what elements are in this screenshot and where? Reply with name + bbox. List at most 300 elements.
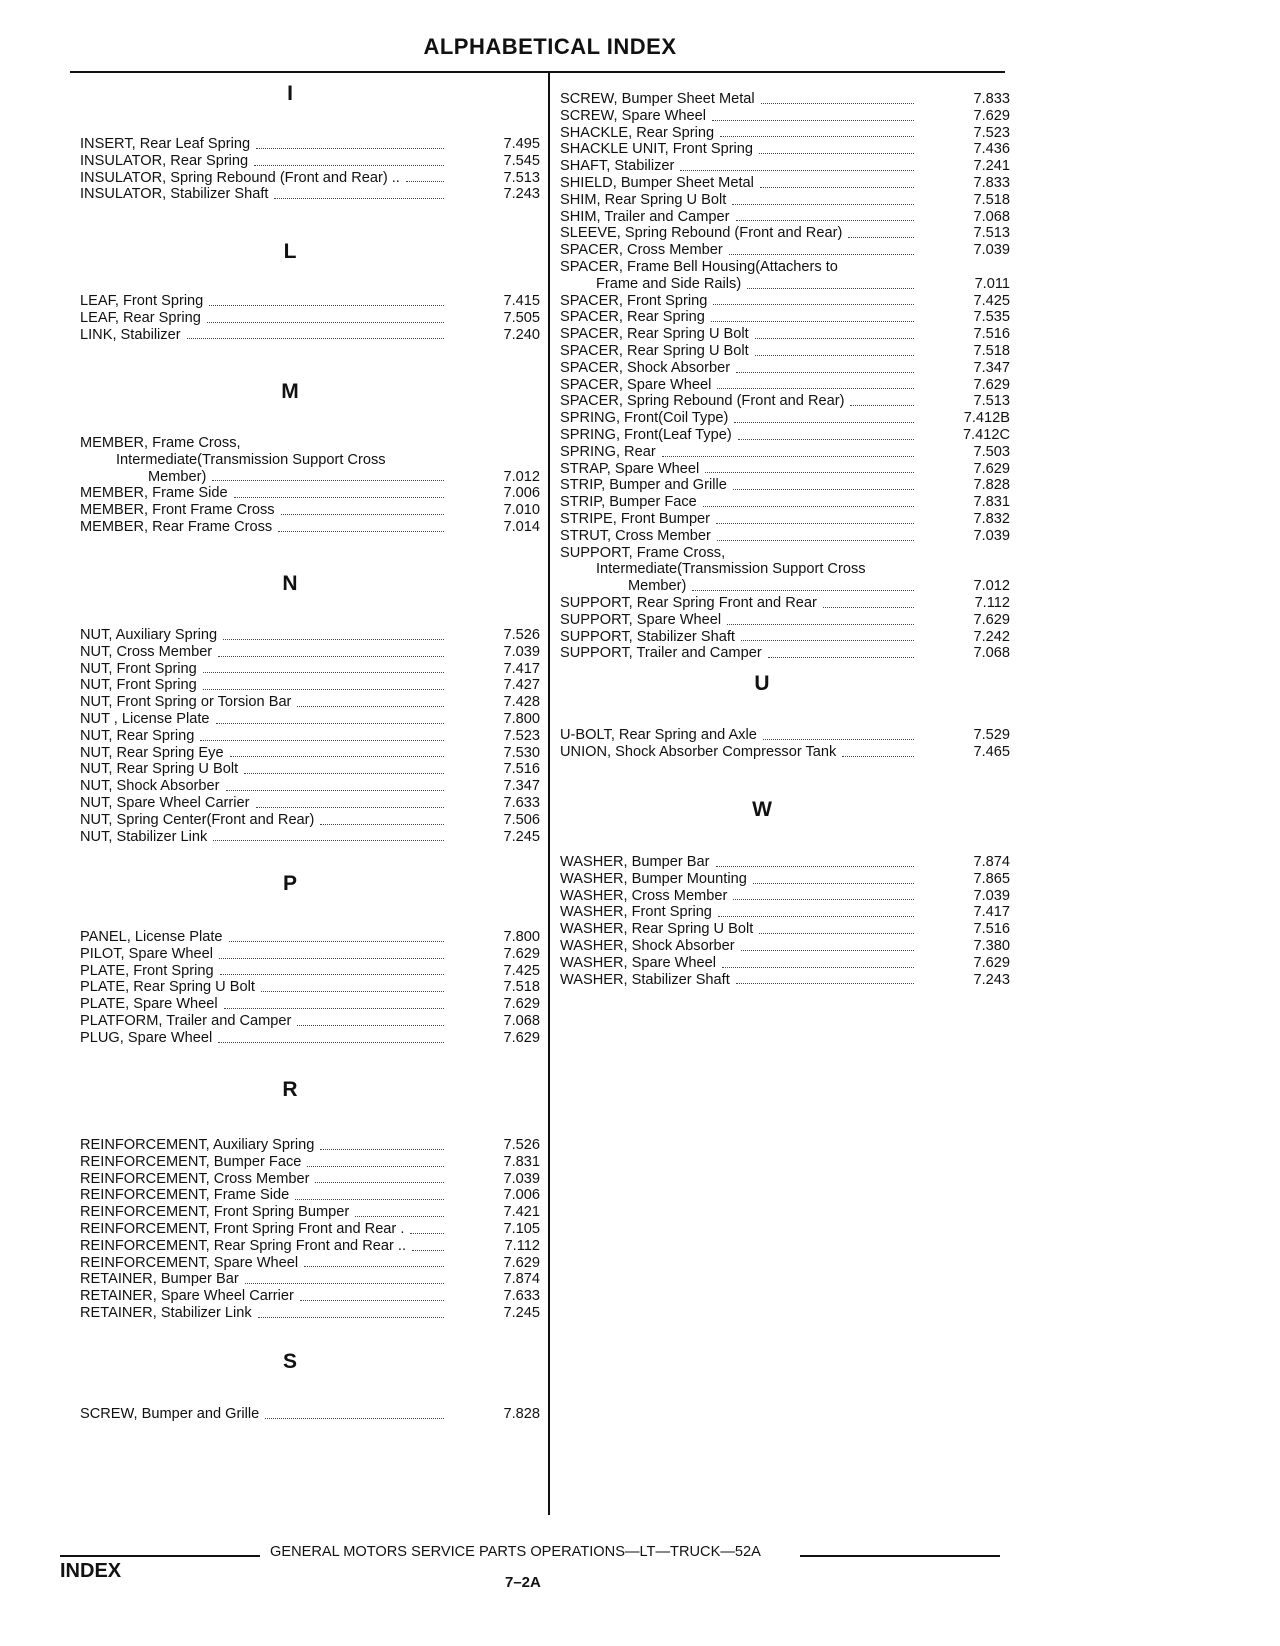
index-entry <box>560 511 1010 528</box>
entry-name: SPRING, Front(Leaf Type) <box>560 426 732 443</box>
entry-name: MEMBER, Frame Side <box>80 485 228 502</box>
entry-name: SLEEVE, Spring Rebound (Front and Rear) <box>560 225 843 242</box>
section-letter: P <box>282 872 297 895</box>
dot-leader <box>842 755 914 757</box>
dot-leader <box>258 1316 444 1318</box>
index-entry <box>80 153 540 170</box>
entry-name: REINFORCEMENT, Frame Side <box>80 1187 290 1204</box>
dot-leader <box>207 321 444 323</box>
entry-name: SPRING, Rear <box>560 443 656 460</box>
dot-leader <box>320 1148 444 1150</box>
entry-name: SPRING, Front(Coil Type) <box>560 410 729 427</box>
entry-page-number: 7.629 <box>973 460 1010 477</box>
dot-leader <box>261 990 444 992</box>
index-entry <box>560 410 1010 427</box>
entry-page-number: 7.526 <box>503 1137 540 1153</box>
entry-name: LINK, Stabilizer <box>80 326 181 343</box>
entry-name: NUT, Spring Center(Front and Rear) <box>80 811 315 828</box>
entry-page-number: 7.831 <box>503 1153 540 1170</box>
index-entry <box>80 1305 540 1322</box>
dot-leader <box>278 530 444 532</box>
entry-name: RETAINER, Bumper Bar <box>80 1271 239 1288</box>
dot-leader <box>850 404 914 406</box>
dot-leader <box>244 772 444 774</box>
entry-page-number: 7.800 <box>503 710 540 727</box>
dot-leader <box>256 806 445 808</box>
index-entry <box>560 343 1010 360</box>
dot-leader <box>187 337 444 339</box>
index-entry <box>560 360 1010 377</box>
entry-name: PLATE, Rear Spring U Bolt <box>80 979 255 996</box>
index-entry <box>80 136 540 153</box>
entry-page-number: 7.010 <box>503 502 540 519</box>
dot-leader <box>761 102 914 104</box>
entry-page-number: 7.800 <box>503 929 540 945</box>
entry-name: SUPPORT, Trailer and Camper <box>560 645 762 662</box>
index-entry <box>560 595 1010 612</box>
dot-leader <box>823 606 914 608</box>
dot-leader <box>727 623 914 625</box>
entry-page-number: 7.039 <box>973 242 1010 259</box>
entry-name: Intermediate(Transmission Support Cross <box>596 561 866 578</box>
entry-page-number: 7.518 <box>503 979 540 996</box>
entry-name: SPACER, Spring Rebound (Front and Rear) <box>560 393 845 410</box>
entry-name: SUPPORT, Rear Spring Front and Rear <box>560 594 817 611</box>
entry-name: SUPPORT, Stabilizer Shaft <box>560 628 735 645</box>
entry-name: REINFORCEMENT, Bumper Face <box>80 1153 302 1170</box>
entry-name: SCREW, Bumper Sheet Metal <box>560 91 755 107</box>
entry-page-number: 7.495 <box>503 136 540 152</box>
entry-page-number: 7.011 <box>974 275 1010 292</box>
entry-page-number: 7.629 <box>973 954 1010 971</box>
dot-leader <box>256 147 444 149</box>
entry-page-number: 7.629 <box>503 1029 540 1046</box>
entry-page-number: 7.833 <box>973 174 1010 191</box>
entry-page-number: 7.633 <box>503 1288 540 1305</box>
index-entry-list <box>560 91 1010 662</box>
entry-name: MEMBER, Rear Frame Cross <box>80 518 273 535</box>
entry-page-number: 7.243 <box>503 186 540 203</box>
index-entry-list <box>80 435 540 536</box>
entry-name: NUT , License Plate <box>80 710 210 727</box>
index-entry <box>560 972 1010 989</box>
entry-page-number: 7.529 <box>973 727 1010 743</box>
entry-name: WASHER, Shock Absorber <box>560 937 735 954</box>
index-entry <box>80 1221 540 1238</box>
footer-rule-right <box>800 1555 1000 1557</box>
entry-name: RETAINER, Stabilizer Link <box>80 1304 252 1321</box>
entry-name: PLUG, Spare Wheel <box>80 1029 213 1046</box>
entry-name: SHACKLE, Rear Spring <box>560 124 715 141</box>
entry-page-number: 7.832 <box>973 510 1010 527</box>
entry-page-number: 7.465 <box>973 743 1010 760</box>
index-entry <box>80 485 540 502</box>
entry-page-number: 7.105 <box>503 1220 540 1237</box>
dot-leader <box>692 589 914 591</box>
entry-page-number: 7.427 <box>503 677 540 694</box>
entry-page-number: 7.241 <box>973 158 1010 175</box>
entry-name: Member) <box>628 578 687 595</box>
entry-name: REINFORCEMENT, Rear Spring Front and Rear .. <box>80 1237 407 1254</box>
section-letter: S <box>282 1350 297 1373</box>
entry-name: SHIM, Rear Spring U Bolt <box>560 191 727 208</box>
dot-leader <box>753 882 914 884</box>
index-entry <box>560 545 1010 562</box>
entry-name: NUT, Front Spring <box>80 660 197 677</box>
dot-leader <box>768 656 914 658</box>
index-entry <box>560 955 1010 972</box>
index-entry <box>560 326 1010 343</box>
entry-name: REINFORCEMENT, Front Spring Front and Rear . <box>80 1220 405 1237</box>
dot-leader <box>245 1282 444 1284</box>
entry-page-number: 7.006 <box>503 485 540 502</box>
entry-name: STRIP, Bumper and Grille <box>560 477 727 494</box>
entry-page-number: 7.428 <box>503 694 540 711</box>
entry-page-number: 7.828 <box>973 477 1010 494</box>
entry-page-number: 7.518 <box>973 191 1010 208</box>
index-entry <box>80 310 540 327</box>
index-entry <box>80 1171 540 1188</box>
index-entry <box>80 711 540 728</box>
entry-name: WASHER, Spare Wheel <box>560 954 716 971</box>
dot-leader <box>755 354 914 356</box>
index-entry <box>560 461 1010 478</box>
entry-name: NUT, Front Spring or Torsion Bar <box>80 694 292 711</box>
dot-leader <box>662 455 914 457</box>
index-entry <box>80 795 540 812</box>
entry-page-number: 7.516 <box>973 326 1010 343</box>
dot-leader <box>355 1215 444 1217</box>
dot-leader <box>254 164 444 166</box>
index-entry <box>560 854 1010 871</box>
section-letter: L <box>283 240 297 263</box>
section-letter: U <box>754 672 770 695</box>
index-entry <box>80 728 540 745</box>
entry-page-number: 7.421 <box>503 1204 540 1221</box>
entry-page-number: 7.518 <box>973 342 1010 359</box>
entry-page-number: 7.039 <box>503 643 540 660</box>
index-entry <box>80 1255 540 1272</box>
section-letter: N <box>282 572 298 595</box>
entry-name: Member) <box>148 468 207 485</box>
entry-name: SPACER, Rear Spring U Bolt <box>560 326 749 343</box>
index-entry <box>560 629 1010 646</box>
dot-leader <box>224 1007 444 1009</box>
entry-page-number: 7.526 <box>503 627 540 643</box>
entry-name: LEAF, Rear Spring <box>80 309 201 326</box>
dot-leader <box>212 479 444 481</box>
index-entry <box>80 661 540 678</box>
dot-leader <box>307 1165 444 1167</box>
index-entry <box>560 293 1010 310</box>
index-entry <box>80 929 540 946</box>
index-entry <box>560 871 1010 888</box>
dot-leader <box>732 203 914 205</box>
dot-leader <box>412 1249 444 1251</box>
dot-leader <box>216 722 444 724</box>
entry-page-number: 7.505 <box>503 309 540 326</box>
index-entry <box>560 477 1010 494</box>
index-entry <box>560 242 1010 259</box>
entry-name: REINFORCEMENT, Front Spring Bumper <box>80 1204 350 1221</box>
entry-name: NUT, Front Spring <box>80 677 197 694</box>
entry-name: WASHER, Cross Member <box>560 887 728 904</box>
entry-name: SPACER, Frame Bell Housing(Attachers to <box>560 258 838 275</box>
index-entry <box>80 745 540 762</box>
entry-name: PILOT, Spare Wheel <box>80 945 214 962</box>
index-entry-list <box>80 929 540 1047</box>
entry-page-number: 7.014 <box>503 518 540 535</box>
entry-page-number: 7.833 <box>973 91 1010 107</box>
index-entry <box>80 1013 540 1030</box>
entry-name: NUT, Auxiliary Spring <box>80 627 218 643</box>
index-entry <box>560 175 1010 192</box>
entry-page-number: 7.629 <box>973 611 1010 628</box>
entry-name: INSERT, Rear Leaf Spring <box>80 136 251 152</box>
dot-leader <box>297 705 444 707</box>
index-entry <box>560 158 1010 175</box>
entry-name: SPACER, Front Spring <box>560 292 708 309</box>
entry-page-number: 7.629 <box>973 376 1010 393</box>
index-entry <box>80 327 540 344</box>
index-entry-list <box>80 293 540 343</box>
entry-page-number: 7.874 <box>973 854 1010 870</box>
section-letter: R <box>282 1078 298 1101</box>
index-entry <box>80 293 540 310</box>
dot-leader <box>711 320 914 322</box>
dot-leader <box>219 957 444 959</box>
dot-leader <box>755 337 914 339</box>
dot-leader <box>203 688 444 690</box>
dot-leader <box>713 303 914 305</box>
footer-publisher: GENERAL MOTORS SERVICE PARTS OPERATIONS—LT—TRUCK—52A <box>270 1544 761 1560</box>
dot-leader <box>680 169 914 171</box>
dot-leader <box>703 505 914 507</box>
dot-leader <box>733 488 914 490</box>
entry-name: Frame and Side Rails) <box>596 275 742 292</box>
entry-page-number: 7.240 <box>503 326 540 343</box>
entry-page-number: 7.412C <box>962 426 1010 443</box>
dot-leader <box>274 197 444 199</box>
footer-page-number: 7–2A <box>505 1574 541 1591</box>
dot-leader <box>716 522 914 524</box>
dot-leader <box>410 1232 444 1234</box>
entry-page-number: 7.347 <box>973 359 1010 376</box>
dot-leader <box>759 152 914 154</box>
entry-page-number: 7.039 <box>973 887 1010 904</box>
entry-name: NUT, Rear Spring <box>80 727 195 744</box>
entry-page-number: 7.516 <box>503 761 540 778</box>
entry-name: INSULATOR, Rear Spring <box>80 152 249 169</box>
entry-page-number: 7.629 <box>503 1254 540 1271</box>
dot-leader <box>297 1024 444 1026</box>
dot-leader <box>718 915 914 917</box>
entry-name: STRIP, Bumper Face <box>560 494 697 511</box>
index-entry <box>560 561 1010 578</box>
dot-leader <box>229 940 444 942</box>
dot-leader <box>234 496 444 498</box>
dot-leader <box>763 738 914 740</box>
index-entry <box>80 1288 540 1305</box>
entry-name: SUPPORT, Frame Cross, <box>560 544 726 561</box>
index-entry <box>560 612 1010 629</box>
index-entry <box>80 1030 540 1047</box>
index-entry <box>560 259 1010 276</box>
entry-name: PLATE, Spare Wheel <box>80 996 218 1013</box>
index-entry <box>560 744 1010 761</box>
entry-page-number: 7.068 <box>503 1012 540 1029</box>
index-entry <box>560 528 1010 545</box>
index-entry <box>80 519 540 536</box>
dot-leader <box>226 789 444 791</box>
entry-page-number: 7.425 <box>973 292 1010 309</box>
entry-page-number: 7.425 <box>503 962 540 979</box>
entry-name: INSULATOR, Stabilizer Shaft <box>80 186 269 203</box>
index-entry <box>80 469 540 486</box>
entry-name: WASHER, Bumper Mounting <box>560 870 747 887</box>
entry-page-number: 7.068 <box>973 645 1010 662</box>
entry-name: INSULATOR, Spring Rebound (Front and Rear) .. <box>80 169 400 186</box>
dot-leader <box>281 513 444 515</box>
entry-page-number: 7.436 <box>973 141 1010 158</box>
index-entry-list <box>80 627 540 845</box>
entry-page-number: 7.415 <box>503 293 540 309</box>
dot-leader <box>203 671 444 673</box>
dot-leader <box>265 1417 444 1419</box>
entry-page-number: 7.243 <box>973 971 1010 988</box>
entry-page-number: 7.503 <box>973 443 1010 460</box>
entry-name: SUPPORT, Spare Wheel <box>560 611 722 628</box>
index-entry <box>560 108 1010 125</box>
index-entry <box>80 186 540 203</box>
dot-leader <box>734 421 914 423</box>
index-entry-list <box>560 854 1010 988</box>
top-rule <box>70 71 1005 73</box>
entry-page-number: 7.347 <box>503 778 540 795</box>
dot-leader <box>223 638 444 640</box>
entry-name: WASHER, Rear Spring U Bolt <box>560 921 754 938</box>
dot-leader <box>729 253 914 255</box>
dot-leader <box>315 1181 444 1183</box>
entry-page-number: 7.865 <box>973 870 1010 887</box>
entry-name: PLATE, Front Spring <box>80 962 214 979</box>
index-entry <box>80 778 540 795</box>
index-entry <box>80 1406 540 1423</box>
dot-leader <box>741 949 914 951</box>
entry-name: SPACER, Rear Spring <box>560 309 705 326</box>
dot-leader <box>300 1299 444 1301</box>
index-entry <box>560 192 1010 209</box>
entry-name: SCREW, Bumper and Grille <box>80 1406 260 1422</box>
index-entry <box>80 1204 540 1221</box>
entry-page-number: 7.629 <box>503 996 540 1013</box>
entry-name: REINFORCEMENT, Cross Member <box>80 1170 310 1187</box>
index-entry <box>80 1137 540 1154</box>
dot-leader <box>720 135 914 137</box>
index-entry <box>560 91 1010 108</box>
entry-name: NUT, Rear Spring U Bolt <box>80 761 239 778</box>
footer-section: INDEX <box>60 1560 122 1582</box>
entry-page-number: 7.545 <box>503 152 540 169</box>
entry-name: SHIM, Trailer and Camper <box>560 208 730 225</box>
section-letter: M <box>281 380 299 403</box>
dot-leader <box>218 655 444 657</box>
dot-leader <box>736 982 914 984</box>
entry-name: NUT, Rear Spring Eye <box>80 744 224 761</box>
index-entry <box>560 225 1010 242</box>
index-entry <box>560 921 1010 938</box>
index-entry <box>560 393 1010 410</box>
entry-page-number: 7.412B <box>963 410 1010 427</box>
entry-page-number: 7.245 <box>503 1304 540 1321</box>
index-entry-list <box>80 1406 540 1423</box>
dot-leader <box>712 119 914 121</box>
index-entry <box>560 494 1010 511</box>
index-entry <box>80 963 540 980</box>
entry-name: SCREW, Spare Wheel <box>560 107 706 124</box>
entry-page-number: 7.513 <box>973 393 1010 410</box>
entry-page-number: 7.012 <box>973 578 1010 595</box>
dot-leader <box>320 823 444 825</box>
dot-leader <box>230 755 444 757</box>
index-entry <box>560 727 1010 744</box>
dot-leader <box>736 371 914 373</box>
entry-page-number: 7.535 <box>973 309 1010 326</box>
entry-page-number: 7.629 <box>503 945 540 962</box>
entry-name: SHAFT, Stabilizer <box>560 158 675 175</box>
entry-page-number: 7.831 <box>973 494 1010 511</box>
index-entry <box>80 627 540 644</box>
index-entry <box>560 276 1010 293</box>
entry-name: NUT, Cross Member <box>80 643 213 660</box>
index-entry-list <box>560 727 1010 761</box>
entry-page-number: 7.523 <box>503 727 540 744</box>
dot-leader <box>200 739 444 741</box>
index-entry <box>80 996 540 1013</box>
index-entry <box>80 644 540 661</box>
entry-page-number: 7.633 <box>503 794 540 811</box>
index-entry <box>80 677 540 694</box>
entry-name: WASHER, Bumper Bar <box>560 854 710 870</box>
entry-name: SPACER, Spare Wheel <box>560 376 712 393</box>
entry-name: SPACER, Rear Spring U Bolt <box>560 342 749 359</box>
entry-page-number: 7.506 <box>503 811 540 828</box>
entry-page-number: 7.874 <box>503 1271 540 1288</box>
entry-page-number: 7.112 <box>974 594 1010 611</box>
entry-name: LEAF, Front Spring <box>80 293 204 309</box>
dot-leader <box>220 973 444 975</box>
index-entry <box>560 904 1010 921</box>
column-divider <box>548 73 550 1515</box>
index-entry <box>560 209 1010 226</box>
index-entry-list <box>80 1137 540 1322</box>
index-entry <box>80 946 540 963</box>
dot-leader <box>716 865 915 867</box>
entry-name: SHACKLE UNIT, Front Spring <box>560 141 754 158</box>
entry-name: MEMBER, Frame Cross, <box>80 435 241 451</box>
dot-leader <box>759 932 914 934</box>
index-entry <box>80 812 540 829</box>
entry-name: STRUT, Cross Member <box>560 527 711 544</box>
index-entry <box>80 1238 540 1255</box>
entry-name: UNION, Shock Absorber Compressor Tank <box>560 743 837 760</box>
entry-page-number: 7.039 <box>973 527 1010 544</box>
entry-page-number: 7.380 <box>973 937 1010 954</box>
entry-page-number: 7.112 <box>504 1237 540 1254</box>
index-entry <box>560 125 1010 142</box>
dot-leader <box>760 186 914 188</box>
dot-leader <box>295 1198 444 1200</box>
